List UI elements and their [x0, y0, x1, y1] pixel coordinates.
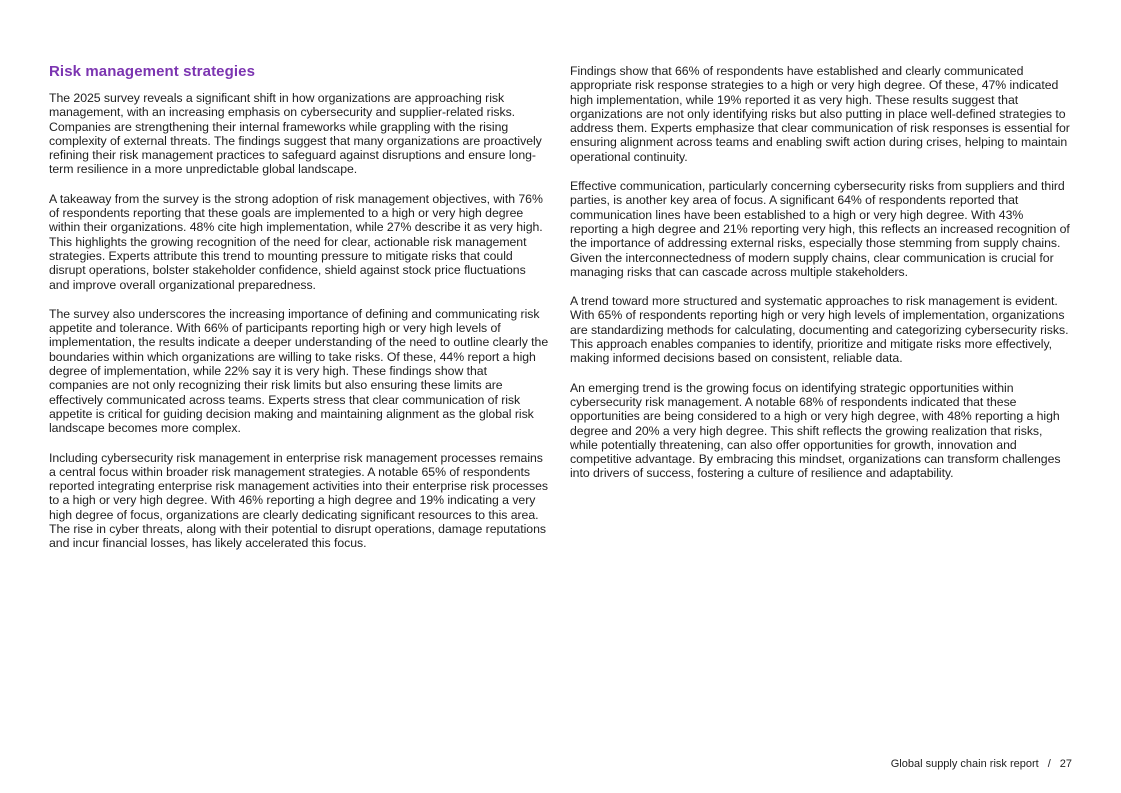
left-column: [49, 63, 549, 566]
section-heading: Risk management strategies: [49, 63, 256, 80]
paragraph: A takeaway from the survey is the strong adoption of risk management objectives, with 76% of respondents reporting that these goals are implemented to a high or very high degree within their organizations. 48% cite high implementation, while 27% describe it as very high. This highlights the growing recognition of the need for clear, actionable risk management strategies. Experts attribute this trend to mounting pressure to mitigate risks that could disrupt operations, bolster stakeholder confidence, shield against stock price fluctuations and improve overall organizational preparedness.: [49, 191, 543, 292]
right-column: [570, 63, 1070, 566]
footer-report-title: Global supply chain risk report: [890, 758, 1039, 770]
paragraph: An emerging trend is the growing focus on identifying strategic opportunities within cybersecurity risk management. A notable 68% of respondents indicated that these opportunities are being considered to a high or very high degree, with 48% reporting a high degree and 20% a very high degree. This shift reflects the growing realization that risks, while potentially threatening, can also offer opportunities for growth, innovation and competitive advantage. By embracing this mindset, organizations can transform challenges into drivers of success, fostering a culture of resilience and adaptability.: [570, 380, 1061, 481]
paragraph: Findings show that 66% of respondents have established and clearly communicated appropriate risk response strategies to a high or very high degree. Of these, 47% indicated high implementation, while 19% reported it as very high. These results suggest that organizations are not only identifying risks but also putting in place well-defined strategies to address them. Experts emphasize that clear communication of risk responses is essential for ensuring alignment across teams and enabling swift action during crises, helping to maintain operational continuity.: [570, 64, 1070, 164]
paragraph: Including cybersecurity risk management in enterprise risk management processes remains a central focus within broader risk management strategies. A notable 65% of respondents reported integrating enterprise risk management activities into their enterprise risk processes to a high or very high degree. With 46% reporting a high degree and 19% indicating a very high degree of focus, organizations are clearly dedicating significant resources to this area. The rise in cyber threats, along with their potential to disrupt operations, damage reputations and incur financial losses, has likely accelerated this focus.: [49, 450, 548, 551]
page-number: 27: [1059, 758, 1072, 770]
footer-separator: /: [1047, 758, 1051, 770]
paragraph: The survey also underscores the increasing importance of defining and communicating risk appetite and tolerance. With 66% of participants reporting high or very high levels of implementation, the results indicate a deeper understanding of the need to outline clearly the boundaries within which organizations are willing to take risks. Of these, 44% report a high degree of implementation, while 22% say it is very high. These findings show that companies are not only recognizing their risk limits but also ensuring these limits are effectively communicated across teams. Experts stress that clear communication of risk appetite is critical for guiding decision making and maintaining alignment as the global risk landscape becomes more complex.: [49, 306, 549, 436]
paragraph: The 2025 survey reveals a significant shift in how organizations are approaching risk management, with an increasing emphasis on cybersecurity and supplier-related risks. Companies are strengthening their internal frameworks while grappling with the rising complexity of external threats. The findings suggest that many organizations are proactively refining their risk management practices to safeguard against disruptions and ensure long-term resilience in a more unpredictable global landscape.: [49, 91, 542, 177]
paragraph: A trend toward more structured and systematic approaches to risk management is evident. With 65% of respondents reporting high or very high levels of implementation, organizations are standardizing methods for calculating, documenting and categorizing cybersecurity risks. This approach enables companies to identify, prioritize and mitigate risks more effectively, making informed decisions based on consistent, reliable data.: [570, 294, 1069, 366]
page-footer: [891, 758, 1072, 770]
paragraph: Effective communication, particularly concerning cybersecurity risks from suppliers and third parties, is another key area of focus. A significant 64% of respondents reported that communication lines have been established to a high or very high degree. With 43% reporting a high degree and 21% reporting very high, this reflects an increased recognition of the importance of addressing external risks, especially those stemming from supply chains. Given the interconnectedness of modern supply chains, clear communication is crucial for managing risks that can cascade across multiple stakeholders.: [570, 179, 1070, 279]
content-columns: [49, 63, 1070, 566]
